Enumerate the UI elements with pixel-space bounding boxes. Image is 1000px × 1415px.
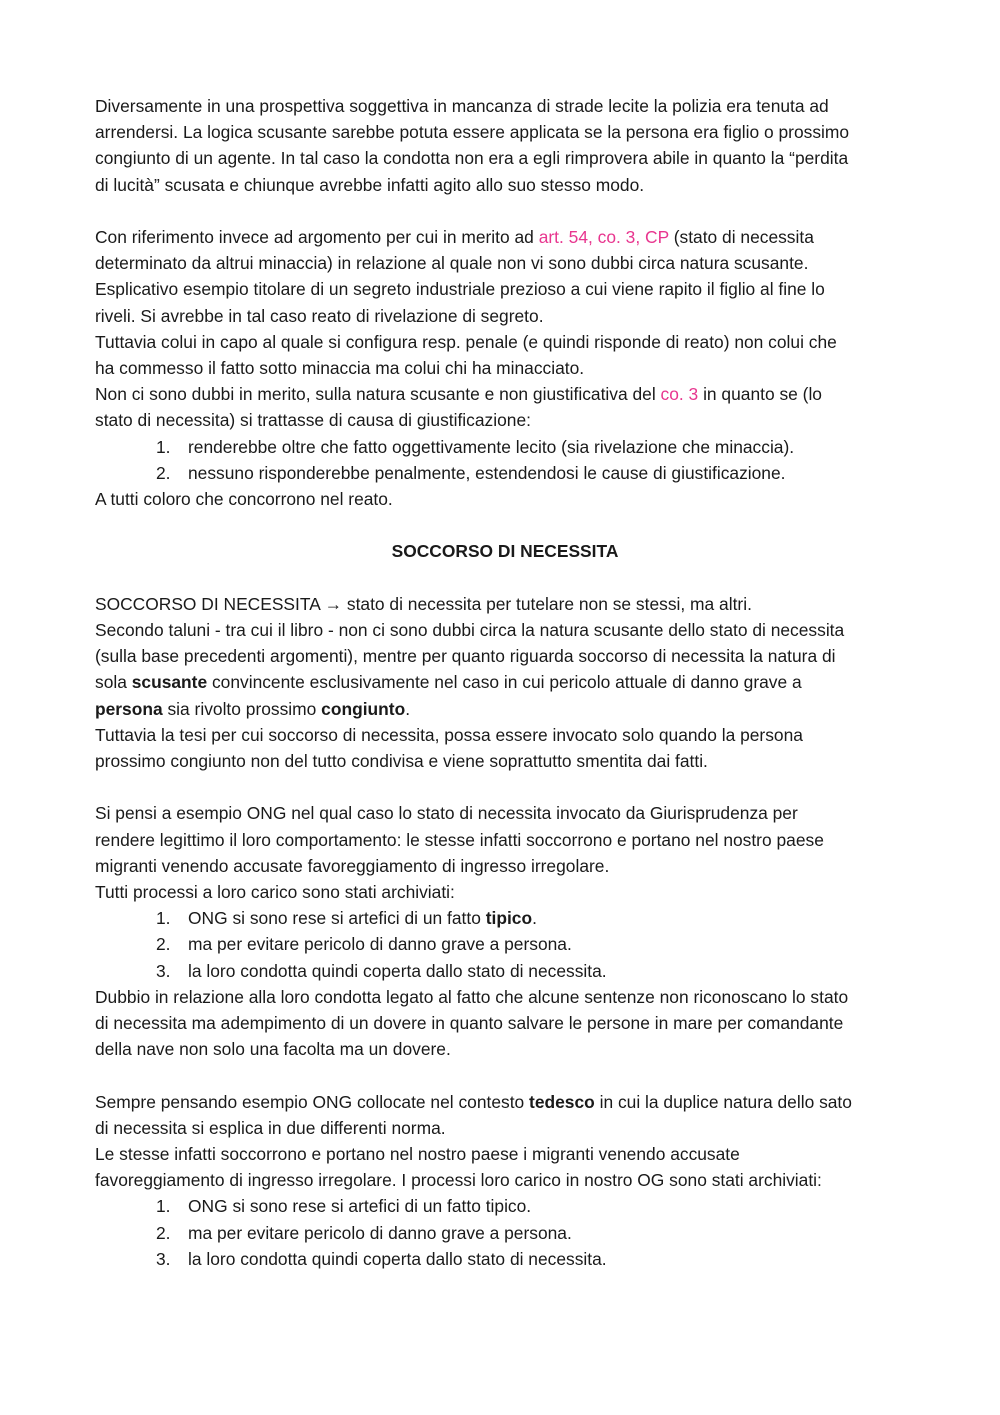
text-line: determinato da altrui minaccia) in relazione al quale non vi sono dubbi circa natura scusante. — [95, 253, 809, 274]
list-item — [95, 931, 915, 957]
text-line: riveli. Si avrebbe in tal caso reato di rivelazione di segreto. — [95, 305, 544, 326]
section-heading: SOCCORSO DI NECESSITA — [391, 541, 619, 562]
bold-term: congiunto — [321, 698, 406, 719]
paragraph-gap — [95, 565, 915, 591]
list-number: 2. — [156, 462, 171, 483]
text-line: Secondo taluni - tra cui il libro - non ci sono dubbi circa la natura scusante dello stato di necessita — [95, 620, 845, 641]
text-span: Con riferimento invece ad argomento per cui in merito ad — [95, 227, 539, 247]
text-span: . — [405, 698, 411, 719]
text-span: in quanto se (lo — [698, 384, 822, 405]
text-line: (sulla base precedenti argomenti), mentre per quanto riguarda soccorso di necessita la natura di — [95, 646, 836, 667]
text-line: SOCCORSO DI NECESSITA → stato di necessita per tutelare non se stessi, ma altri. — [95, 593, 752, 614]
paragraph-tedesco — [95, 1089, 915, 1272]
text-line — [95, 696, 915, 722]
list-text: ONG si sono rese si artefici di un fatto — [188, 908, 486, 929]
list-number: 1. — [156, 1196, 171, 1217]
list-text: . — [532, 908, 537, 929]
list-item — [95, 1193, 915, 1219]
list-text: la loro condotta quindi coperta dallo stato di necessita. — [188, 1248, 607, 1269]
paragraph-soccorso — [95, 591, 915, 774]
text-line: della nave non solo una facolta ma un dovere. — [95, 1039, 451, 1060]
text-span: Non ci sono dubbi in merito, sulla natura scusante e non giustificativa del — [95, 384, 661, 405]
list-text: nessuno risponderebbe penalmente, estendendosi le cause di giustificazione. — [188, 462, 786, 483]
text-line: di necessita ma adempimento di un dovere in quanto salvare le persone in mare per comandante — [95, 1013, 844, 1034]
paragraph-gap — [95, 512, 915, 538]
text-line: favoreggiamento di ingresso irregolare. I processi loro carico in nostro OG sono stati archiviati: — [95, 1170, 822, 1191]
bold-term: tipico — [485, 908, 533, 929]
text-line: ha commesso il fatto sotto minaccia ma colui chi ha minacciato. — [95, 358, 585, 379]
text-line: arrendersi. La logica scusante sarebbe potuta essere applicata se la persona era figlio o prossimo — [95, 122, 850, 143]
text-line: Si pensi a esempio ONG nel qual caso lo stato di necessita invocato da Giurisprudenza per — [95, 803, 798, 824]
text-line: Tuttavia colui in capo al quale si configura resp. penale (e quindi risponde di reato) non colui che — [95, 331, 837, 352]
paragraph-gap — [95, 198, 915, 224]
text-line: migranti venendo accusate favoreggiamento di ingresso irregolare. — [95, 855, 610, 876]
legal-reference-link[interactable]: co. 3 — [660, 384, 699, 405]
text-line: A tutti coloro che concorrono nel reato. — [95, 489, 393, 510]
text-line: Dubbio in relazione alla loro condotta legato al fatto che alcune sentenze non riconoscano lo stato — [95, 986, 849, 1007]
paragraph-art54 — [95, 224, 915, 512]
bold-term: persona — [95, 698, 163, 719]
text-line: di lucità” scusata e chiunque avrebbe infatti agito allo suo stesso modo. — [95, 174, 645, 195]
text-line: congiunto di un agente. In tal caso la condotta non era a egli rimprovera abile in quanto la “perdita — [95, 148, 849, 169]
text-line — [95, 1089, 915, 1115]
bold-term: scusante — [131, 672, 208, 693]
list-text: la loro condotta quindi coperta dallo stato di necessita. — [188, 960, 607, 981]
bold-term: tedesco — [529, 1091, 595, 1112]
text-line: di necessita si esplica in due differenti norma. — [95, 1117, 446, 1138]
list-number: 1. — [156, 436, 171, 457]
text-line: Le stesse infatti soccorrono e portano nel nostro paese i migranti venendo accusate — [95, 1144, 740, 1165]
text-line: stato di necessita) si trattasse di causa di giustificazione: — [95, 410, 531, 431]
list-item — [95, 905, 915, 931]
text-line: Diversamente in una prospettiva soggettiva in mancanza di strade lecite la polizia era tenuta ad — [95, 96, 829, 116]
list-number: 2. — [156, 1222, 171, 1243]
text-span: in cui la duplice natura dello sato — [594, 1091, 852, 1112]
paragraph-intro — [95, 93, 915, 198]
list-item — [95, 1220, 915, 1246]
list-text: ma per evitare pericolo di danno grave a persona. — [188, 1222, 572, 1243]
list-item — [95, 1246, 915, 1272]
text-span: convincente esclusivamente nel caso in cui pericolo attuale di danno grave a — [207, 672, 802, 693]
text-span: Sempre pensando esempio ONG collocate nel contesto — [95, 1091, 530, 1112]
list-item — [95, 460, 915, 486]
text-span: (stato di necessita — [668, 227, 814, 247]
list-number: 3. — [156, 960, 171, 981]
text-span: sola — [95, 672, 132, 693]
list-number: 3. — [156, 1248, 171, 1269]
paragraph-gap — [95, 774, 915, 800]
list-text: renderebbe oltre che fatto oggettivamente lecito (sia rivelazione che minaccia). — [188, 436, 795, 457]
list-number: 2. — [156, 934, 171, 955]
document-page — [95, 93, 915, 1272]
text-line: Esplicativo esempio titolare di un segreto industriale prezioso a cui viene rapito il figlio al fine lo — [95, 279, 825, 300]
text-line: prossimo congiunto non del tutto condivisa e viene soprattutto smentita dai fatti. — [95, 751, 708, 772]
list-number: 1. — [156, 908, 171, 929]
text-line — [95, 669, 915, 695]
text-line — [95, 381, 915, 407]
text-span: sia rivolto prossimo — [162, 698, 322, 719]
text-line — [95, 224, 915, 250]
paragraph-gap — [95, 1062, 915, 1088]
text-line: Tuttavia la tesi per cui soccorso di necessita, possa essere invocato solo quando la persona — [95, 724, 803, 745]
list-item — [95, 958, 915, 984]
legal-reference-link[interactable]: art. 54, co. 3, CP — [538, 227, 669, 247]
paragraph-ong — [95, 800, 915, 1062]
text-line: rendere legittimo il loro comportamento: le stesse infatti soccorrono e portano nel nostro paese — [95, 829, 824, 850]
list-text: ONG si sono rese si artefici di un fatto tipico. — [188, 1196, 532, 1217]
text-line: Tutti processi a loro carico sono stati archiviati: — [95, 882, 455, 903]
list-text: ma per evitare pericolo di danno grave a persona. — [188, 934, 572, 955]
list-item — [95, 434, 915, 460]
